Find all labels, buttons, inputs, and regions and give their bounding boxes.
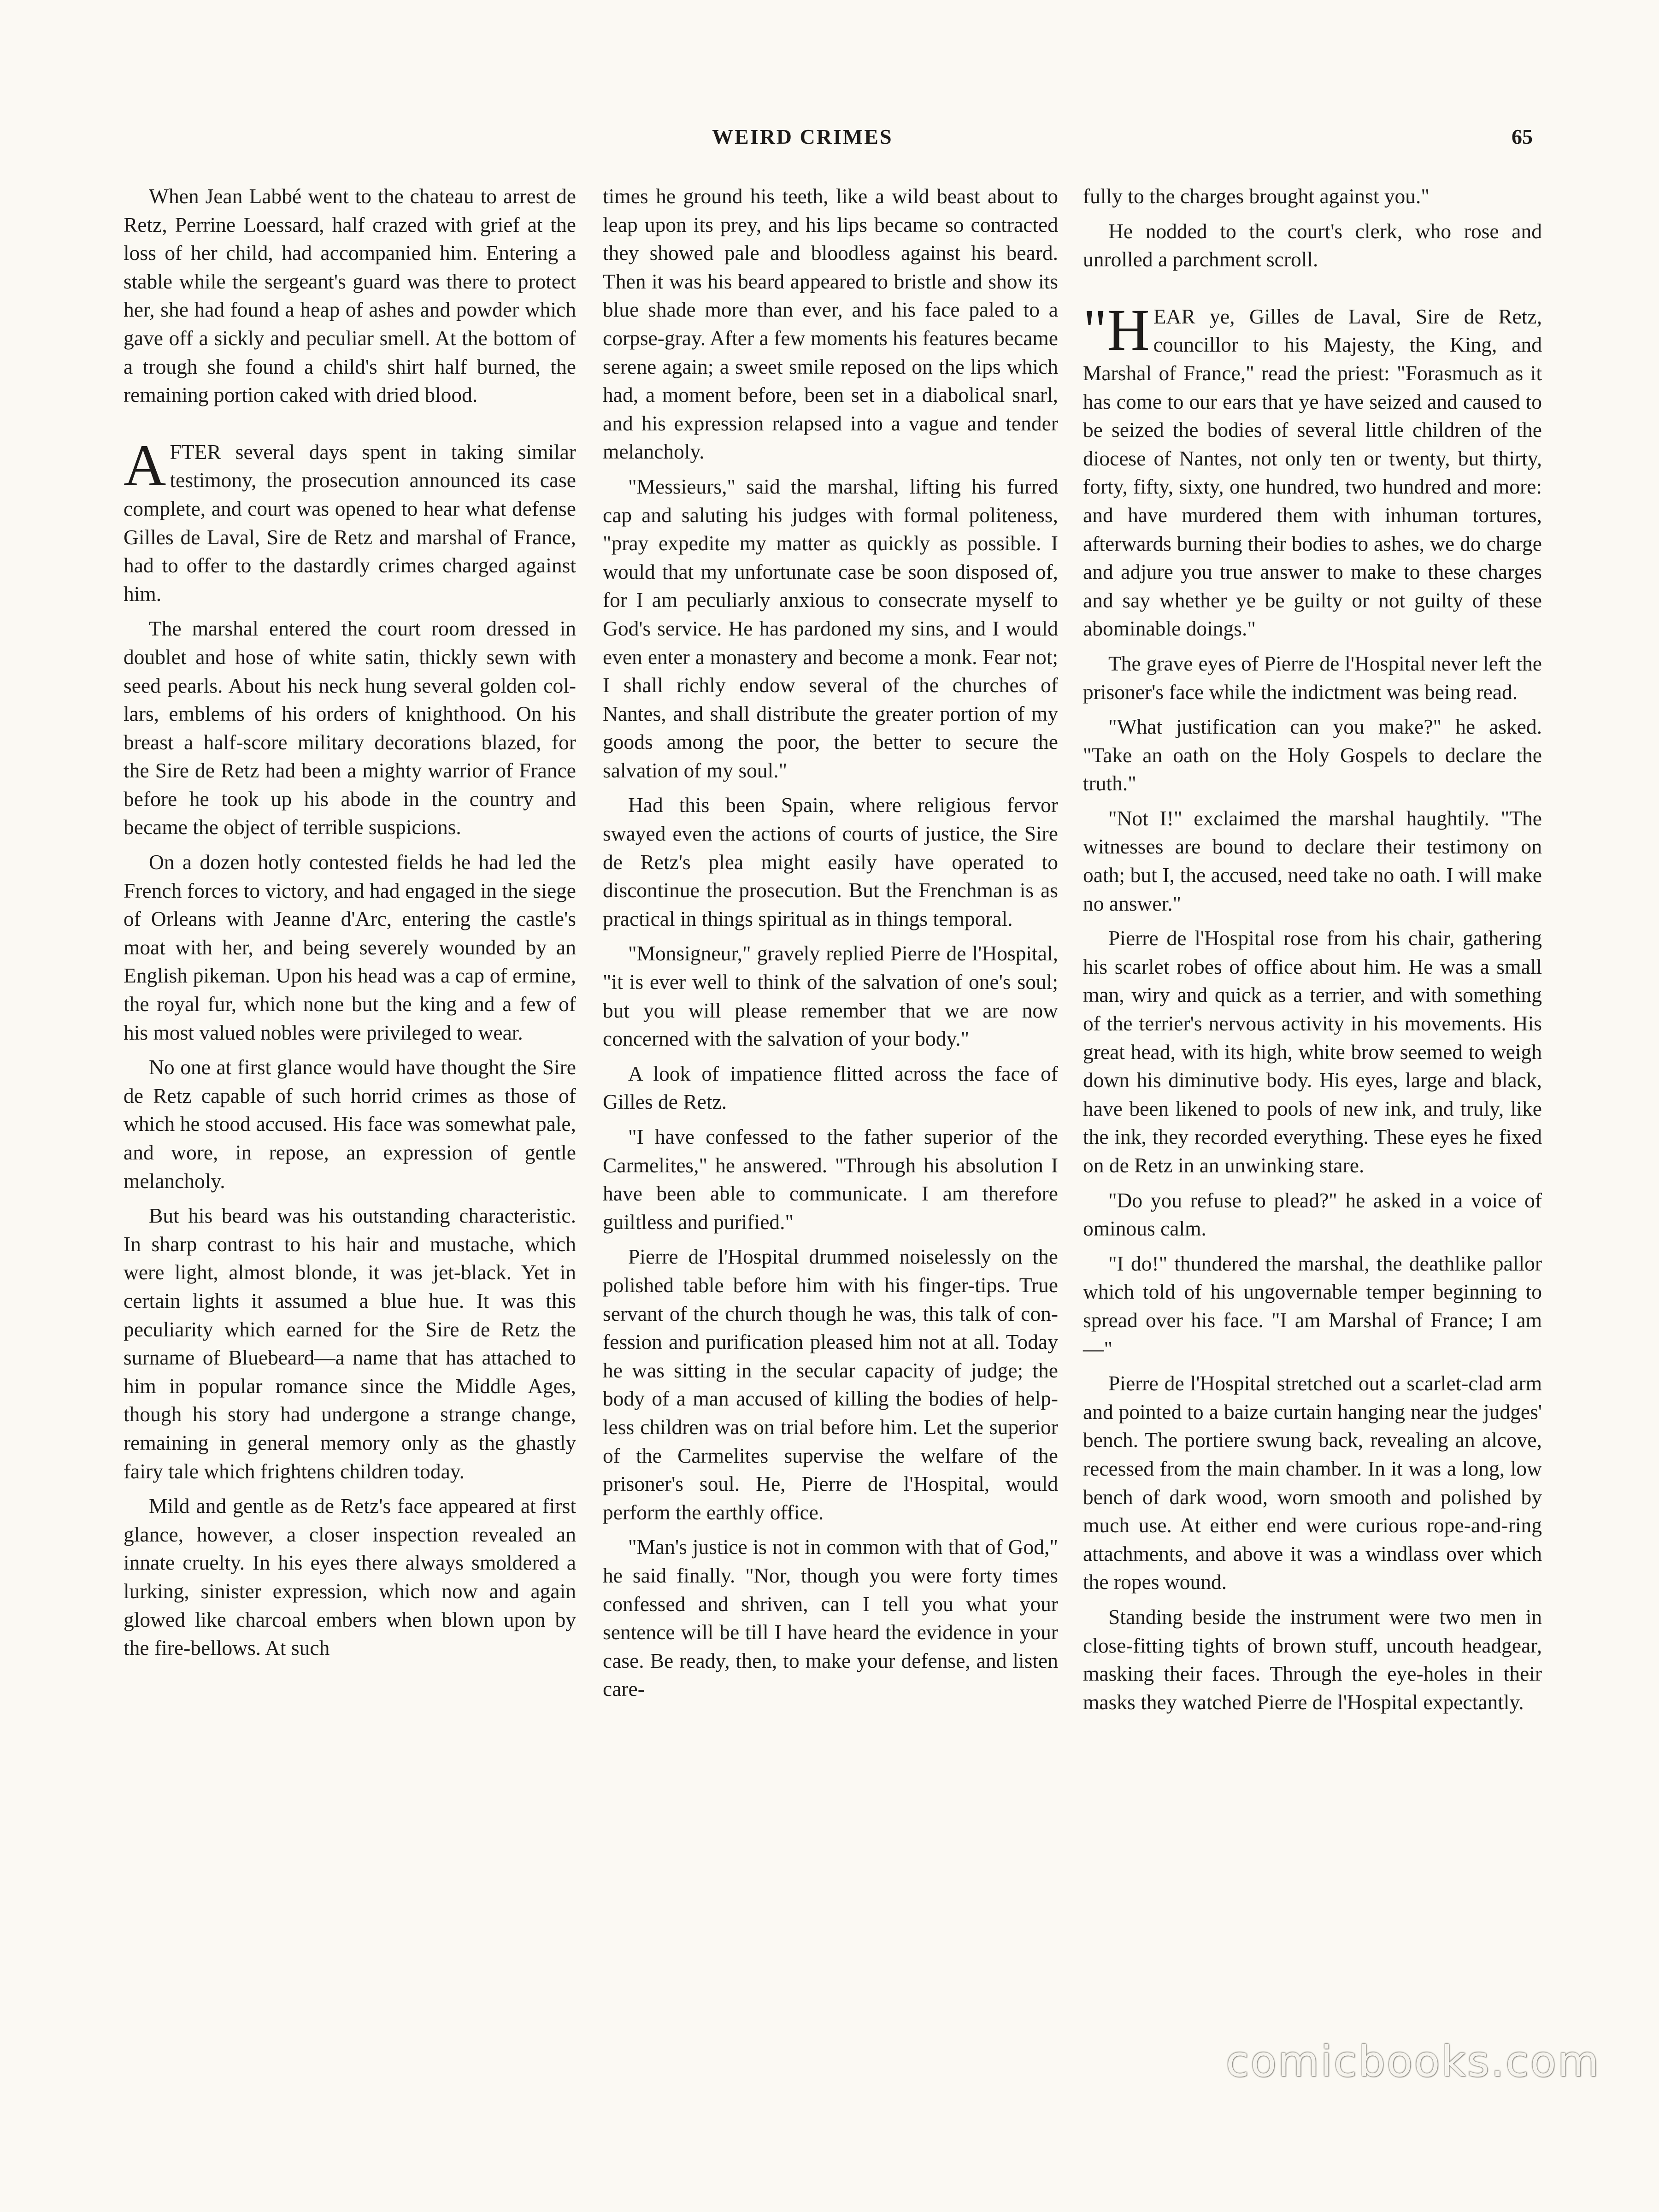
- paragraph: Had this been Spain, where religious fervor swayed even the actions of courts of justice, the Sire de Retz's plea might easily have operated to discontinue the prosecution. But the Frenchman is as practical in things spiritual as in things temporal.: [603, 793, 1058, 930]
- paragraph: "Monsigneur," gravely replied Pierre de l'Hospital, "it is ever well to think of the salvation of one's soul; but you will please remember that we are now concerned with the salvation of your body.": [603, 941, 1058, 1051]
- paragraph: When Jean Labbé went to the chateau to arrest de Retz, Perrine Loessard, half crazed with grief at the loss of her child, had accompanied him. Entering a stable while the sergeant's guard was there to protect her, she had found a heap of ashes and powder which gave off a sickly and peculiar smell. At the bottom of a trough she found a child's shirt half burned, the remaining portion caked with dried blood.: [124, 184, 576, 407]
- paragraph: He nodded to the court's clerk, who rose and unrolled a parchment scroll.: [1083, 219, 1542, 271]
- paragraph: Pierre de l'Hospital drummed noiselessly on the polished table before him with his finger-tips. True servant of the church though he was, this talk of confession and purification pleased him not at all. Today he was sitting in the secular capacity of judge; the body of a man accused of killing the bodies of helpless children was on trial before him. Let the superior of the Carmelites supervise the welfare of the prisoner's soul. He, Pierre de l'Hospital, would perform the earthly office.: [603, 1245, 1058, 1524]
- watermark: comicbooks.com: [1226, 2037, 1600, 2086]
- paragraph: Standing beside the instrument were two men in close-fitting tights of brown stuff, uncouth headgear, masking their faces. Through the eye-holes in their masks they watched Pierre de l'Hospital expectantly.: [1083, 1605, 1542, 1714]
- paragraph: But his beard was his outstanding characteristic. In sharp contrast to his hair and mustache, which were light, almost blonde, it was jet-black. Yet in certain lights it assumed a blue hue. It was this peculiarity which earned for the Sire de Retz the surname of Bluebeard—a name that has attached to him in popular romance since the Middle Ages, though his story had undergone a strange change, remaining in general memory only as the ghastly fairy tale which frightens children today.: [124, 1204, 576, 1483]
- drop-cap: "H: [1083, 297, 1150, 363]
- paragraph: "Man's justice is not in common with that of God," he said finally. "Nor, though you were forty times confessed and shriven, can I tell you what your sentence will be till I have heard the evidence in your case. Be ready, then, to make your defense, and listen care-: [603, 1535, 1058, 1701]
- paragraph: The grave eyes of Pierre de l'Hospital never left the prisoner's face while the indictment was being read.: [1083, 651, 1542, 704]
- paragraph: "Messieurs," said the marshal, lifting his furred cap and saluting his judges with formal politeness, "pray expedite my matter as quickly as possible. I would that my unfortunate case be soon disposed of, for I am peculiarly anxious to consecrate myself to God's service. He has pardoned my sins, and I would even enter a monastery and become a monk. Fear not; I shall richly endow several of the churches of Nantes, and shall distribute the greater portion of my goods among the poor, the better to secure the salvation of my soul.": [603, 474, 1058, 782]
- paragraph: Mild and gentle as de Retz's face appeared at first glance, however, a closer inspection revealed an innate cruelty. In his eyes there always smoldered a lurking, sinister expression, which now and again glowed like charcoal embers when blown upon by the fire-bellows. At such: [124, 1494, 576, 1660]
- paragraph-dropcap: [124, 432, 576, 608]
- paragraph: "I have confessed to the father superior of the Carmelites," he answered. "Through his absolution I have been able to communicate. I am therefore guiltless and purified.": [603, 1125, 1058, 1234]
- paragraph-text: FTER several days spent in taking similar testimony, the prosecution announced its case complete, and court was opened to hear what defense Gilles de Laval, Sire de Retz and marshal of France, had to offer to the dastardly crimes charged against him.: [124, 440, 576, 606]
- drop-cap: A: [124, 432, 166, 498]
- running-head: WEIRD CRIMES: [712, 125, 893, 148]
- column-2: [603, 182, 1058, 2094]
- page-header: [0, 124, 1659, 157]
- paragraph-continued: fully to the charges brought against you.": [1083, 184, 1430, 208]
- paragraph: The marshal entered the court room dressed in doublet and hose of white satin, thickly sewn with seed pearls. About his neck hung several golden collars, emblems of his orders of knighthood. On his breast a half-score military decorations blazed, for the Sire de Retz had been a mighty warrior of France before he took up his abode in the country and became the object of terrible suspicions.: [124, 617, 576, 839]
- column-3: [1083, 182, 1542, 2094]
- paragraph: A look of impatience flitted across the face of Gilles de Retz.: [603, 1061, 1058, 1114]
- paragraph: "Do you refuse to plead?" he asked in a voice of ominous calm.: [1083, 1188, 1542, 1241]
- paragraph: No one at first glance would have thought the Sire de Retz capable of such horrid crimes as those of which he stood accused. His face was somewhat pale, and wore, in repose, an expression of gentle melancholy.: [124, 1055, 576, 1193]
- paragraph: "I do!" thundered the marshal, the deathlike pallor which told of his ungovernable temper beginning to spread over his face. "I am Marshal of France; I am—": [1083, 1251, 1542, 1360]
- column-1: [124, 182, 576, 2094]
- paragraph: "What justification can you make?" he asked. "Take an oath on the Holy Gospels to declare the truth.": [1083, 715, 1542, 795]
- paragraph: Pierre de l'Hospital stretched out a scarlet-clad arm and pointed to a baize curtain hanging near the judges' bench. The portiere swung back, revealing an alcove, recessed from the main chamber. In it was a long, low bench of dark wood, worn smooth and polished by much use. At either end were curious rope-and-ring attachments, and above it was a windlass over which the ropes wound.: [1083, 1371, 1542, 1594]
- paragraph: Pierre de l'Hospital rose from his chair, gathering his scarlet robes of office about him. He was a small man, wiry and quick as a terrier, and with something of the terrier's nervous activity in his movements. His great head, with its high, white brow seemed to weigh down his diminutive body. His eyes, large and black, have been likened to pools of new ink, and truly, like the ink, they recorded everything. These eyes he fixed on de Retz in an unwinking stare.: [1083, 926, 1542, 1177]
- paragraph-continued: times he ground his teeth, like a wild beast about to leap upon its prey, and his lips became so contracted they showed pale and bloodless against his beard. Then it was his beard appeared to bristle and show its blue shade more than ever, and his face paled to a corpse-gray. After a few moments his features became serene again; a sweet smile reposed on the lips which had, a moment before, been set in a diabolical snarl, and his expression relapsed into a vague and tender melancholy.: [603, 184, 1058, 464]
- page-number: 65: [1512, 125, 1533, 148]
- paragraph-dropcap: [1083, 297, 1542, 643]
- paragraph-text: EAR ye, Gilles de Laval, Sire de Retz, councillor to his Majesty, the King, and Marshal of France," read the priest: "Forasmuch as it has come to our ears that ye have seized and caused to be seized the bodies of several little children of the diocese of Nantes, not only ten or twenty, but thirty, forty, fifty, sixty, one hundred, two hundred and more: and have murdered them with inhuman tortures, afterwards burning their bodies to ashes, we do charge and adjure you true answer to make to these charges and say whether ye be guilty or not guilty of these abominable doings.": [1083, 304, 1542, 641]
- paragraph: On a dozen hotly contested fields he had led the French forces to victory, and had engaged in the siege of Orleans with Jeanne d'Arc, entering the castle's moat with her, and being severely wounded by an English pikeman. Upon his head was a cap of ermine, the royal fur, which none but the king and a few of his most valued nobles were privileged to wear.: [124, 850, 576, 1044]
- paragraph: "Not I!" exclaimed the marshal haughtily. "The witnesses are bound to declare their testimony on oath; but I, the accused, need take no oath. I will make no answer.": [1083, 806, 1542, 915]
